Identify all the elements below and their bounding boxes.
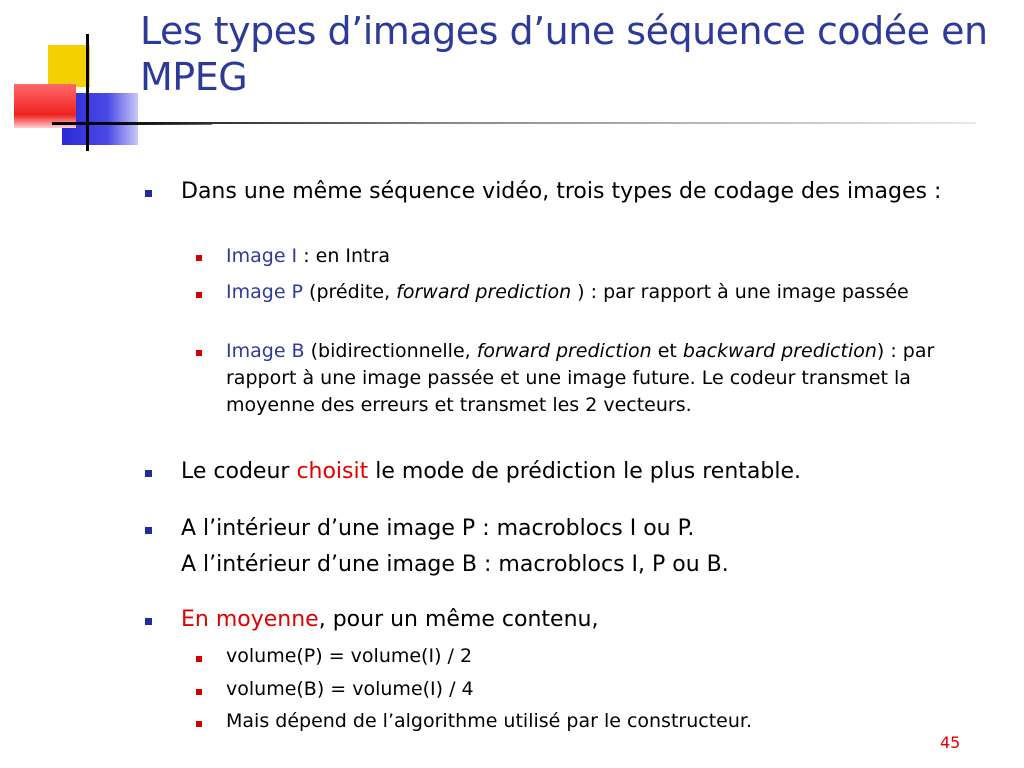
image-p-italic: forward prediction (396, 281, 572, 303)
bullet-item-3-line-1: A l’intérieur d’une image P : macroblocs I ou P. (181, 516, 695, 541)
image-i-label: Image I (226, 245, 298, 267)
image-b-text-post: ) : par rapport à une image passée et une image future. Le codeur transmet la moyenne des erreurs et transmet les 2 vecteurs. (226, 340, 935, 416)
bullet-square-icon (145, 470, 152, 477)
sub-item-volume-p: volume(P) = volume(I) / 2 (226, 645, 473, 667)
sub-bullet-icon (196, 656, 202, 662)
page-number: 45 (940, 733, 961, 752)
image-p-label: Image P (226, 281, 304, 303)
image-p-text-post: ) : par rapport à une image passée (571, 281, 909, 303)
image-p-text-pre: (prédite, (303, 281, 397, 303)
sub-item-image-p (226, 279, 974, 306)
sub-item-volume-b: volume(B) = volume(I) / 4 (226, 678, 474, 700)
image-b-italic-2: backward prediction (682, 340, 877, 362)
sub-item-image-b (226, 338, 986, 419)
image-b-italic-1: forward prediction (476, 340, 652, 362)
sub-bullet-icon (196, 689, 202, 695)
sub-bullet-icon (196, 255, 202, 261)
title-underline (90, 122, 976, 124)
bullet-square-icon (145, 618, 152, 625)
bullet-item-4 (181, 605, 981, 634)
image-b-text-mid: et (651, 340, 683, 362)
bullet-item-2 (181, 457, 981, 486)
bullet-square-icon (145, 527, 152, 534)
slide-logo (0, 0, 140, 160)
sub-bullet-icon (196, 350, 202, 356)
p4-text-post: , pour un même contenu, (318, 607, 599, 632)
slide-title: Les types d’images d’une séquence codée en MPEG (140, 9, 988, 99)
p2-highlight: choisit (296, 459, 369, 484)
p4-highlight: En moyenne (181, 607, 319, 632)
logo-yellow-square (48, 45, 90, 87)
bullet-item-3-line-2: A l’intérieur d’une image B : macroblocs I, P ou B. (181, 552, 729, 577)
sub-bullet-icon (196, 721, 202, 727)
p2-text-post: le mode de prédiction le plus rentable. (368, 459, 801, 484)
bullet-square-icon (145, 190, 152, 197)
image-b-text-pre: (bidirectionnelle, (304, 340, 477, 362)
sub-bullet-icon (196, 292, 202, 298)
bullet-item-1: Dans une même séquence vidéo, trois types de codage des images : (181, 179, 942, 204)
image-i-text: : en Intra (297, 245, 390, 267)
image-b-label: Image B (226, 340, 305, 362)
p2-text-pre: Le codeur (181, 459, 297, 484)
sub-item-algorithm: Mais dépend de l’algorithme utilisé par le constructeur. (226, 710, 752, 732)
sub-item-image-i (226, 243, 986, 270)
logo-vertical-line (86, 34, 89, 151)
